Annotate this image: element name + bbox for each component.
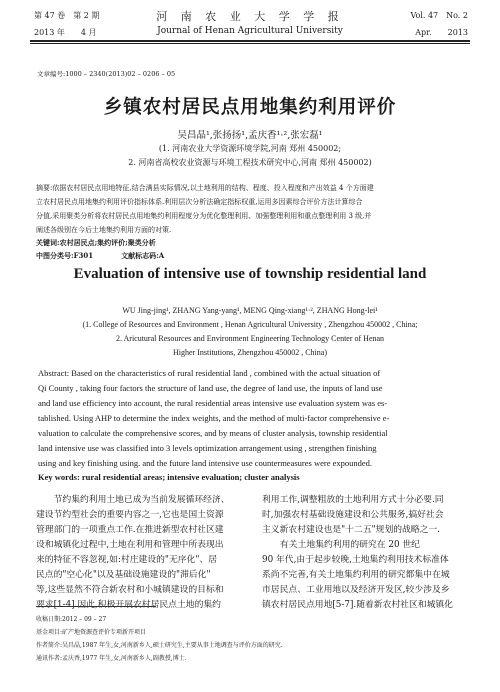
body-left-line: 节约集约利用土地已成为当前发展循环经济、 [36, 495, 230, 505]
abstract-cn-line: 摘要:依据农村居民点用地特征,结合满县实际情况,以土地利用的结构、程度、投入程度和产出效益 4 个方面建 [36, 184, 374, 192]
body-left-line: 建设节约型社会的重要内容之一,它也是国土资源 [36, 510, 224, 520]
keywords-cn: 关键词:农村居民点;集约评价;聚类分析 [36, 238, 156, 247]
affiliation-cn-1: (1. 河南农业大学资源环境学院,河南 郑州 450002; [158, 144, 342, 153]
title-cn: 乡镇农村居民点用地集约利用评价 [103, 97, 397, 118]
body-right-line: 利用工作,调整粗放的土地利用方式十分必要.同 [262, 495, 444, 505]
authors-cn: 吴昌晶¹,张扬扬¹,孟庆香¹·²,张宏磊¹ [177, 130, 323, 141]
issue-date-en: Apr. 2013 [415, 28, 468, 37]
body-right-line: 90 年代,由于起步较晚,土地集约利用技术标准体 [262, 555, 449, 565]
body-right-line: 有关土地集约利用的研究在 20 世纪 [280, 540, 420, 550]
abstract-en-line: using and key finishing using. and the future land intensive use countermeasures were expounded. [38, 458, 373, 468]
abstract-en-line: and land use efficiency into account, the rural residential areas intensive use evaluation system was es- [38, 398, 388, 408]
footnote-corresponding: 通讯作者:孟庆香,1977 年生,女,河南新乡人,副教授,博士. [36, 655, 187, 662]
abstract-en-line: tablished. Using AHP to determine the index weights, and the method of multi-factor comprehensive e- [38, 413, 390, 423]
body-left-line: 设和城镇化过程中,土地在利用和管理中所表现出 [36, 540, 224, 550]
affiliation-en-1: (1. College of Resources and Environment , Henan Agricultural University , Zhengzhou 450002 , China; [82, 320, 418, 329]
header-rule-thick [30, 40, 470, 42]
issue-volume-en: Vol. 47 No. 2 [410, 11, 468, 20]
body-right-line: 系尚不完善,有关土地集约利用的研究都集中在城 [262, 570, 450, 580]
classification-cn: 中图分类号:F301 文献标志码:A [36, 251, 165, 260]
article-number: 文章编号:1000 – 2340(2013)02 – 0206 – 05 [37, 70, 176, 78]
footnote-received: 收稿日期:2012 – 09 – 27 [36, 616, 107, 623]
abstract-cn-line: 立农村居民点用地集约利用评价指标体系.利用层次分析法确定指标权重,运用多因素综合评价方法计算综合 [36, 198, 363, 206]
footnote-author-bio: 作者简介:吴昌晶,1987 年生,女,河南新乡人,硕士研究生,主要从事土地调查与评价方面的研究. [36, 642, 283, 649]
journal-name-en: Journal of Henan Agricultural University [157, 26, 343, 36]
journal-name-cn: 河 南 农 业 大 学 学 报 [156, 10, 344, 23]
body-left-line: 要求[1-4].因此,积极开展农村居民点土地的集约 [36, 600, 221, 610]
authors-en: WU Jing-jing¹, ZHANG Yang-yang¹, MENG Qing-xiang¹·², ZHANG Hong-lei¹ [122, 306, 378, 315]
abstract-en-line: Abstract: Based on the characteristics of rural residential land , combined with the actual situation of [38, 368, 381, 378]
abstract-cn-line: 分值,采用聚类分析将农村居民点用地集约利用程度分为优化整理利用、加强整理利用和重点整理利用 3 级,并 [36, 212, 372, 220]
affiliation-cn-2: 2. 河南省高校农业资源与环境工程技术研究中心,河南 郑州 450002) [128, 158, 372, 167]
body-left-line: 管理部门的一项重点工作.在推进新型农村社区建 [36, 525, 224, 535]
issue-volume-cn: 第 47 卷 第 2 期 [34, 11, 100, 20]
affiliation-en-3: Higher Institutions, Zhengzhou 450002 , China) [173, 348, 327, 357]
body-right-line: 时,加强农村基础设施建设和公共服务,搞好社会 [262, 510, 444, 520]
body-right-line: 市居民点、工业用地以及经济开发区,较少涉及乡 [262, 585, 450, 595]
body-left-line: 等,这些显然不符合新农村和小城镇建设的目标和 [36, 585, 224, 595]
abstract-en-line: land intensive use was classified into 3 levels optimization arrangement using , strengthen finishing [38, 443, 377, 453]
affiliation-en-2: 2. Aricutural Resources and Environment Engineering Technology Center of Henan [115, 334, 385, 343]
abstract-en-line: Qi County , taking four factors the structure of land use, the degree of land use, the inputs of land use [38, 383, 383, 393]
footnote-funding: 基金项目:矿产地资源查评价专项新开项目 [36, 629, 147, 636]
body-left-line: 民点的"空心化"以及基础设施建设的"滞后化" [36, 570, 211, 580]
title-en: Evaluation of intensive use of township residential land [73, 266, 427, 282]
keywords-en: Key words: rural residential areas; intensive evaluation; cluster analysis [38, 472, 300, 482]
body-left-line: 来的特征不容忽视,如:村庄建设的"无序化"、居 [36, 555, 217, 565]
abstract-en-line: valuation to calculate the comprehensive scores, and by means of cluster analysis, township residential [38, 428, 388, 438]
header-rule-thin [30, 43, 470, 44]
body-right-line: 镇农村居民点用地[5-7].随着新农村社区和城镇化 [262, 600, 453, 610]
issue-date-cn: 2013 年 4 月 [34, 28, 97, 37]
footnote-rule [36, 606, 156, 607]
body-right-line: 主义新农村建设也是"十二五"规划的战略之一. [262, 525, 441, 535]
abstract-cn-line: 阐述各级别在今后土地集约利用方面的对策. [36, 226, 172, 234]
